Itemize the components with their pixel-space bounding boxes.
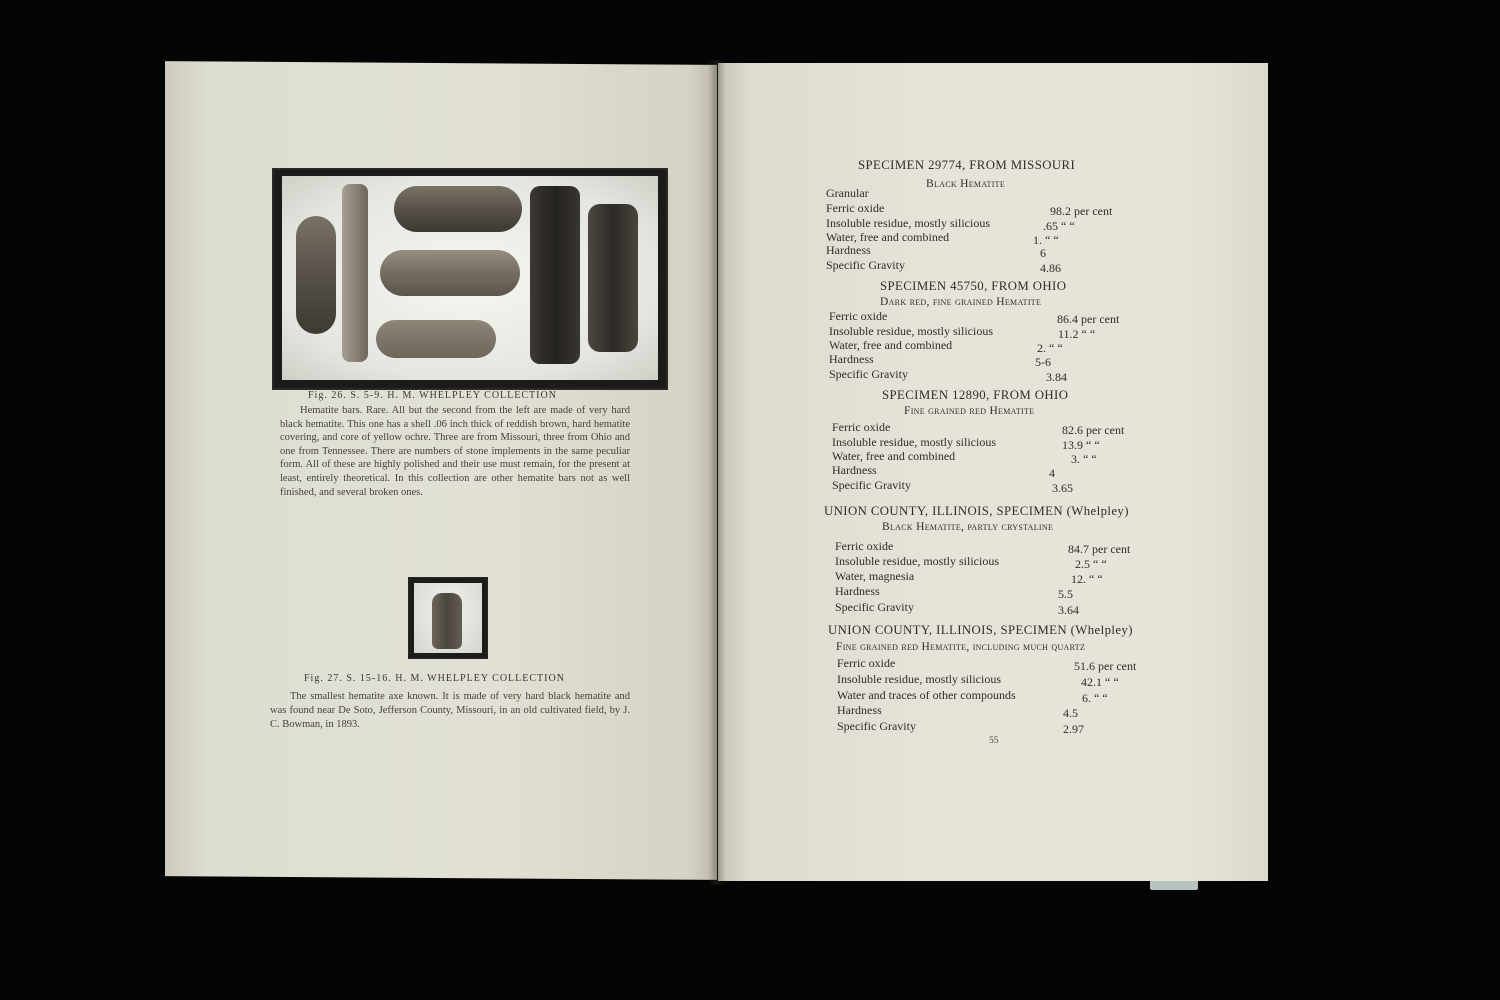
analysis-label: Ferric oxide [837,656,896,670]
specimen-subheading: Black Hematite [926,178,1006,190]
specimen-heading: SPECIMEN 12890, FROM OHIO [882,388,1069,402]
book-gutter [708,60,726,885]
analysis-value: 51.6 per cent [1074,659,1137,673]
analysis-value: .65 “ “ [1043,219,1075,233]
analysis-value: 2.5 “ “ [1075,557,1107,571]
hematite-bar [380,250,520,296]
analysis-label: Insoluble residue, mostly silicious [837,672,1001,686]
analysis-value: 4 [1049,466,1055,480]
figure-27-photo [408,577,488,659]
analysis-label: Water and traces of other compounds [837,688,1016,702]
analysis-label: Water, free and combined [826,230,950,244]
figure-26-description: Hematite bars. Rare. All but the second from the left are made of very hard black hematite. This one has a shell .06 inch thick of reddish brown, hard hematite covering, and core of yellow ochre. Three are from Missouri, three from Ohio and one from Tennessee. There are numbers of stone implements in the same peculiar form. All of these are highly polished and their use must remain, for the present at least, entirely theoretical. In this collection are other hematite bars not as well finished, and several broken ones. [280,405,630,498]
analysis-value: 82.6 per cent [1062,423,1125,437]
specimen-note: Granular [826,186,869,200]
analysis-value: 3.64 [1058,603,1079,617]
analysis-label: Hardness [829,352,874,366]
analysis-value: 4.5 [1063,706,1078,720]
analysis-value: 3.65 [1052,481,1073,495]
analysis-label: Specific Gravity [832,478,911,492]
analysis-label: Insoluble residue, mostly silicious [835,554,999,568]
specimen-heading: SPECIMEN 45750, FROM OHIO [880,279,1067,293]
page-number: 55 [989,736,999,746]
analysis-label: Specific Gravity [829,367,908,381]
analysis-value: 5-6 [1035,355,1051,369]
analysis-label: Hardness [832,463,877,477]
hematite-bar [376,320,496,358]
analysis-label: Insoluble residue, mostly silicious [832,435,996,449]
hematite-bar [296,216,336,334]
hematite-axe [432,593,462,649]
analysis-label: Hardness [826,243,871,257]
analysis-value: 2.97 [1063,722,1084,736]
analysis-value: 11.2 “ “ [1058,327,1096,341]
figure-26-background [282,176,658,380]
hematite-bar [530,186,580,364]
specimen-subheading: Fine grained red Hematite, including much quartz [836,641,1086,653]
specimen-heading: UNION COUNTY, ILLINOIS, SPECIMEN (Whelpley) [828,623,1133,637]
figure-26-photo [272,168,668,390]
analysis-label: Insoluble residue, mostly silicious [826,216,990,230]
analysis-value: 4.86 [1040,261,1061,275]
analysis-value: 13.9 “ “ [1062,438,1100,452]
specimen-subheading: Black Hematite, partly crystaline [882,521,1054,533]
analysis-label: Specific Gravity [837,719,916,733]
analysis-value: 42.1 “ “ [1081,675,1119,689]
analysis-label: Specific Gravity [826,258,905,272]
analysis-value: 86.4 per cent [1057,312,1120,326]
specimen-subheading: Dark red, fine grained Hematite [880,296,1042,308]
analysis-label: Ferric oxide [832,420,891,434]
hematite-bar [342,184,368,362]
analysis-label: Water, free and combined [832,449,956,463]
figure-27-caption: Fig. 27. S. 15-16. H. M. WHELPLEY COLLECTION [304,673,565,684]
specimen-heading: SPECIMEN 29774, FROM MISSOURI [858,158,1076,172]
analysis-value: 12. “ “ [1071,572,1103,586]
hematite-bar [394,186,522,232]
analysis-value: 84.7 per cent [1068,542,1131,556]
analysis-label: Water, free and combined [829,338,953,352]
analysis-label: Ferric oxide [829,309,888,323]
analysis-value: 1. “ “ [1033,233,1059,247]
analysis-label: Specific Gravity [835,600,914,614]
analysis-label: Hardness [835,584,880,598]
analysis-value: 3. “ “ [1071,452,1097,466]
analysis-label: Hardness [837,703,882,717]
analysis-value: 5.5 [1058,587,1073,601]
specimen-heading: UNION COUNTY, ILLINOIS, SPECIMEN (Whelpley) [824,504,1129,518]
figure-27-background [414,583,482,653]
analysis-label: Water, magnesia [835,569,915,583]
analysis-label: Ferric oxide [835,539,894,553]
figure-27-description: The smallest hematite axe known. It is made of very hard black hematite and was found near De Soto, Jefferson County, Missouri, in an old cultivated field, by J. C. Bowman, in 1893. [270,691,630,730]
specimen-subheading: Fine grained red Hematite [904,405,1035,417]
analysis-value: 2. “ “ [1037,341,1063,355]
figure-26-caption: Fig. 26. S. 5-9. H. M. WHELPLEY COLLECTION [308,390,557,401]
analysis-label: Ferric oxide [826,201,885,215]
analysis-value: 6 [1040,246,1046,260]
analysis-label: Insoluble residue, mostly silicious [829,324,993,338]
analysis-value: 3.84 [1046,370,1067,384]
hematite-bar [588,204,638,352]
analysis-value: 98.2 per cent [1050,204,1113,218]
analysis-value: 6. “ “ [1082,691,1108,705]
